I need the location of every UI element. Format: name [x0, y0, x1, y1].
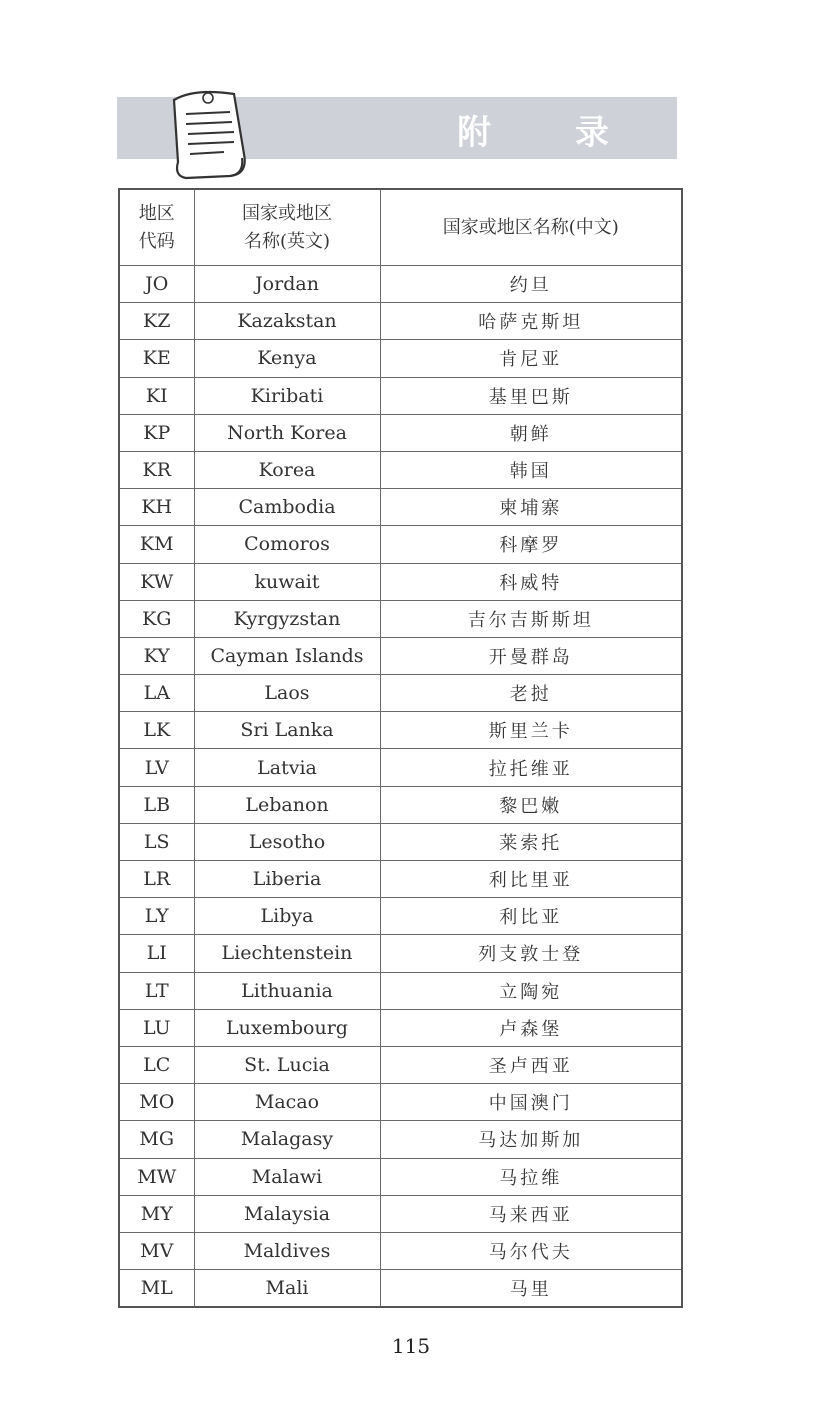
cell-chinese: 卢森堡 — [380, 1009, 682, 1046]
cell-english: Lebanon — [194, 786, 380, 823]
cell-english: Liechtenstein — [194, 935, 380, 972]
column-header-line: 代码 — [138, 230, 175, 252]
cell-code: ML — [119, 1270, 194, 1308]
cell-chinese: 科摩罗 — [380, 526, 682, 563]
table-row — [119, 451, 682, 488]
cell-english: Jordan — [194, 266, 380, 303]
cell-code: LA — [119, 675, 194, 712]
cell-english: St. Lucia — [194, 1046, 380, 1083]
cell-chinese: 斯里兰卡 — [380, 712, 682, 749]
cell-english: Sri Lanka — [194, 712, 380, 749]
section-title: 附 录 — [457, 113, 645, 153]
table-row — [119, 861, 682, 898]
cell-code: KZ — [119, 303, 194, 340]
table-row — [119, 1121, 682, 1158]
table-row — [119, 489, 682, 526]
cell-english: Kenya — [194, 340, 380, 377]
table-row — [119, 1084, 682, 1121]
cell-chinese: 黎巴嫩 — [380, 786, 682, 823]
cell-english: Malawi — [194, 1158, 380, 1195]
cell-code: KW — [119, 563, 194, 600]
cell-chinese: 肯尼亚 — [380, 340, 682, 377]
table-row — [119, 266, 682, 303]
table-row — [119, 675, 682, 712]
cell-code: LT — [119, 972, 194, 1009]
cell-chinese: 开曼群岛 — [380, 637, 682, 674]
table-row — [119, 600, 682, 637]
table-row — [119, 563, 682, 600]
cell-english: Latvia — [194, 749, 380, 786]
cell-code: MY — [119, 1195, 194, 1232]
cell-english: Macao — [194, 1084, 380, 1121]
cell-chinese: 基里巴斯 — [380, 377, 682, 414]
cell-code: LY — [119, 898, 194, 935]
table-row — [119, 1270, 682, 1308]
cell-code: JO — [119, 266, 194, 303]
cell-code: KR — [119, 451, 194, 488]
table-row — [119, 1158, 682, 1195]
cell-english: Luxembourg — [194, 1009, 380, 1046]
cell-code: LV — [119, 749, 194, 786]
column-header-line: 国家或地区名称(中文) — [442, 216, 619, 238]
cell-chinese: 圣卢西亚 — [380, 1046, 682, 1083]
cell-code: KH — [119, 489, 194, 526]
cell-chinese: 吉尔吉斯斯坦 — [380, 600, 682, 637]
cell-code: KE — [119, 340, 194, 377]
cell-english: North Korea — [194, 414, 380, 451]
cell-english: Liberia — [194, 861, 380, 898]
cell-chinese: 马达加斯加 — [380, 1121, 682, 1158]
table-row — [119, 637, 682, 674]
cell-english: Laos — [194, 675, 380, 712]
cell-code: LB — [119, 786, 194, 823]
cell-chinese: 哈萨克斯坦 — [380, 303, 682, 340]
cell-chinese: 利比里亚 — [380, 861, 682, 898]
cell-chinese: 莱索托 — [380, 823, 682, 860]
cell-chinese: 马尔代夫 — [380, 1232, 682, 1269]
cell-chinese: 科威特 — [380, 563, 682, 600]
table-row — [119, 414, 682, 451]
cell-code: LC — [119, 1046, 194, 1083]
cell-chinese: 韩国 — [380, 451, 682, 488]
table-row — [119, 1009, 682, 1046]
cell-code: LK — [119, 712, 194, 749]
cell-code: KM — [119, 526, 194, 563]
cell-english: Kyrgyzstan — [194, 600, 380, 637]
cell-english: Malagasy — [194, 1121, 380, 1158]
table-row — [119, 1046, 682, 1083]
cell-code: LS — [119, 823, 194, 860]
table-header-row — [119, 189, 682, 266]
cell-chinese: 马里 — [380, 1270, 682, 1308]
table-row — [119, 786, 682, 823]
country-code-table — [118, 188, 683, 1308]
cell-chinese: 拉托维亚 — [380, 749, 682, 786]
column-header-english — [194, 189, 380, 266]
cell-chinese: 柬埔寨 — [380, 489, 682, 526]
document-icon — [164, 82, 256, 182]
table-row — [119, 935, 682, 972]
cell-code: LU — [119, 1009, 194, 1046]
table-row — [119, 526, 682, 563]
cell-code: KY — [119, 637, 194, 674]
cell-code: MG — [119, 1121, 194, 1158]
cell-code: MV — [119, 1232, 194, 1269]
cell-chinese: 利比亚 — [380, 898, 682, 935]
column-header-line: 地区 — [138, 202, 175, 224]
table-row — [119, 712, 682, 749]
column-header-line: 名称(英文) — [243, 230, 331, 252]
cell-code: KI — [119, 377, 194, 414]
table-row — [119, 340, 682, 377]
table-row — [119, 1232, 682, 1269]
cell-english: Libya — [194, 898, 380, 935]
cell-english: Kazakstan — [194, 303, 380, 340]
cell-english: Cambodia — [194, 489, 380, 526]
table-row — [119, 749, 682, 786]
cell-code: MW — [119, 1158, 194, 1195]
cell-english: Cayman Islands — [194, 637, 380, 674]
cell-chinese: 约旦 — [380, 266, 682, 303]
cell-code: KG — [119, 600, 194, 637]
cell-chinese: 老挝 — [380, 675, 682, 712]
column-header-line: 国家或地区 — [242, 202, 332, 224]
cell-english: Maldives — [194, 1232, 380, 1269]
table-row — [119, 1195, 682, 1232]
table-row — [119, 377, 682, 414]
cell-chinese: 列支敦士登 — [380, 935, 682, 972]
cell-english: kuwait — [194, 563, 380, 600]
cell-code: LR — [119, 861, 194, 898]
cell-english: Lithuania — [194, 972, 380, 1009]
cell-english: Lesotho — [194, 823, 380, 860]
table-row — [119, 898, 682, 935]
table-body — [119, 266, 682, 1308]
cell-chinese: 中国澳门 — [380, 1084, 682, 1121]
cell-chinese: 朝鲜 — [380, 414, 682, 451]
cell-code: MO — [119, 1084, 194, 1121]
table-row — [119, 823, 682, 860]
cell-english: Korea — [194, 451, 380, 488]
cell-code: KP — [119, 414, 194, 451]
cell-english: Comoros — [194, 526, 380, 563]
cell-chinese: 马拉维 — [380, 1158, 682, 1195]
cell-chinese: 立陶宛 — [380, 972, 682, 1009]
column-header-code — [119, 189, 194, 266]
cell-code: LI — [119, 935, 194, 972]
cell-chinese: 马来西亚 — [380, 1195, 682, 1232]
page-number: 115 — [391, 1334, 431, 1358]
cell-english: Malaysia — [194, 1195, 380, 1232]
table-row — [119, 972, 682, 1009]
column-header-chinese — [380, 189, 682, 266]
cell-english: Kiribati — [194, 377, 380, 414]
cell-english: Mali — [194, 1270, 380, 1308]
table-row — [119, 303, 682, 340]
